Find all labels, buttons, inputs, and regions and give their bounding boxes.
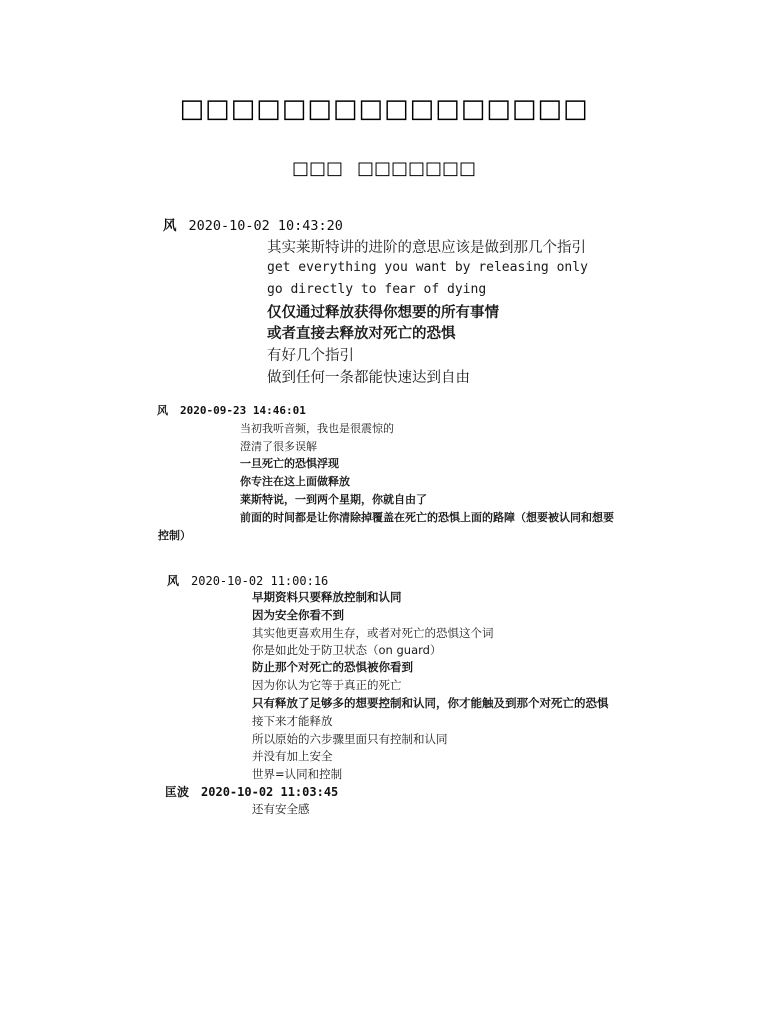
post-timestamp: 2020-10-02 10:43:20	[188, 218, 343, 234]
post-line: 莱斯特说，一到两个星期，你就自由了	[240, 493, 427, 506]
post-line: go directly to fear of dying	[267, 282, 487, 297]
post-line: 一旦死亡的恐惧浮现	[240, 457, 339, 470]
post-line: 并没有加上安全	[252, 749, 333, 763]
post-author: 风	[163, 218, 177, 234]
post-header	[163, 214, 343, 234]
post-line: 只有释放了足够多的想要控制和认同，你才能触及到那个对死亡的恐惧	[252, 696, 609, 710]
post-line: 所以原始的六步骤里面只有控制和认同	[252, 732, 448, 746]
post-line: 早期资料只要释放控制和认同	[252, 590, 402, 604]
post-line: 因为安全你看不到	[252, 608, 344, 622]
post-timestamp: 2020-10-02 11:03:45	[201, 785, 339, 799]
post-line: 有好几个指引	[267, 348, 354, 364]
post-line: 因为你认为它等于真正的死亡	[252, 678, 402, 692]
post-line: 或者直接去释放对死亡的恐惧	[267, 326, 456, 342]
post-author: 风	[157, 404, 168, 417]
post-line: 控制）	[158, 529, 191, 542]
post-timestamp: 2020-10-02 11:00:16	[191, 574, 329, 588]
post-timestamp: 2020-09-23 14:46:01	[180, 404, 306, 417]
post-line: 世界=认同和控制	[252, 767, 343, 781]
document-title: □□□□□□□□□□□□□□□□	[179, 94, 589, 124]
subtitle-part-2: □□□□□□□	[356, 158, 477, 179]
post-line: 前面的时间都是让你清除掉覆盖在死亡的恐惧上面的路障（想要被认同和想要	[240, 511, 614, 524]
post-line: 做到任何一条都能快速达到自由	[267, 370, 470, 386]
post-line: get everything you want by releasing only	[267, 260, 588, 275]
post-header	[165, 783, 338, 800]
post-line: 你专注在这上面做释放	[240, 475, 350, 488]
post-line: 仅仅通过释放获得你想要的所有事情	[267, 305, 499, 321]
post-line: 其实他更喜欢用生存，或者对死亡的恐惧这个词	[252, 626, 494, 640]
post-author: 匡波	[165, 785, 190, 799]
post-line: 当初我听音频，我也是很震惊的	[240, 422, 394, 435]
post-line: 接下来才能释放	[252, 714, 333, 728]
post-line: 澄清了很多误解	[240, 440, 317, 453]
post-author: 风	[167, 574, 180, 588]
post-line: 其实莱斯特讲的进阶的意思应该是做到那几个指引	[267, 240, 586, 256]
post-line: 防止那个对死亡的恐惧被你看到	[252, 660, 413, 674]
document-subtitle	[0, 158, 768, 179]
post-header	[157, 402, 306, 418]
post-header	[167, 572, 328, 589]
subtitle-part-1: □□□	[291, 158, 343, 179]
post-line: 还有安全感	[252, 802, 310, 816]
post-line: 你是如此处于防卫状态（on guard）	[252, 643, 442, 657]
